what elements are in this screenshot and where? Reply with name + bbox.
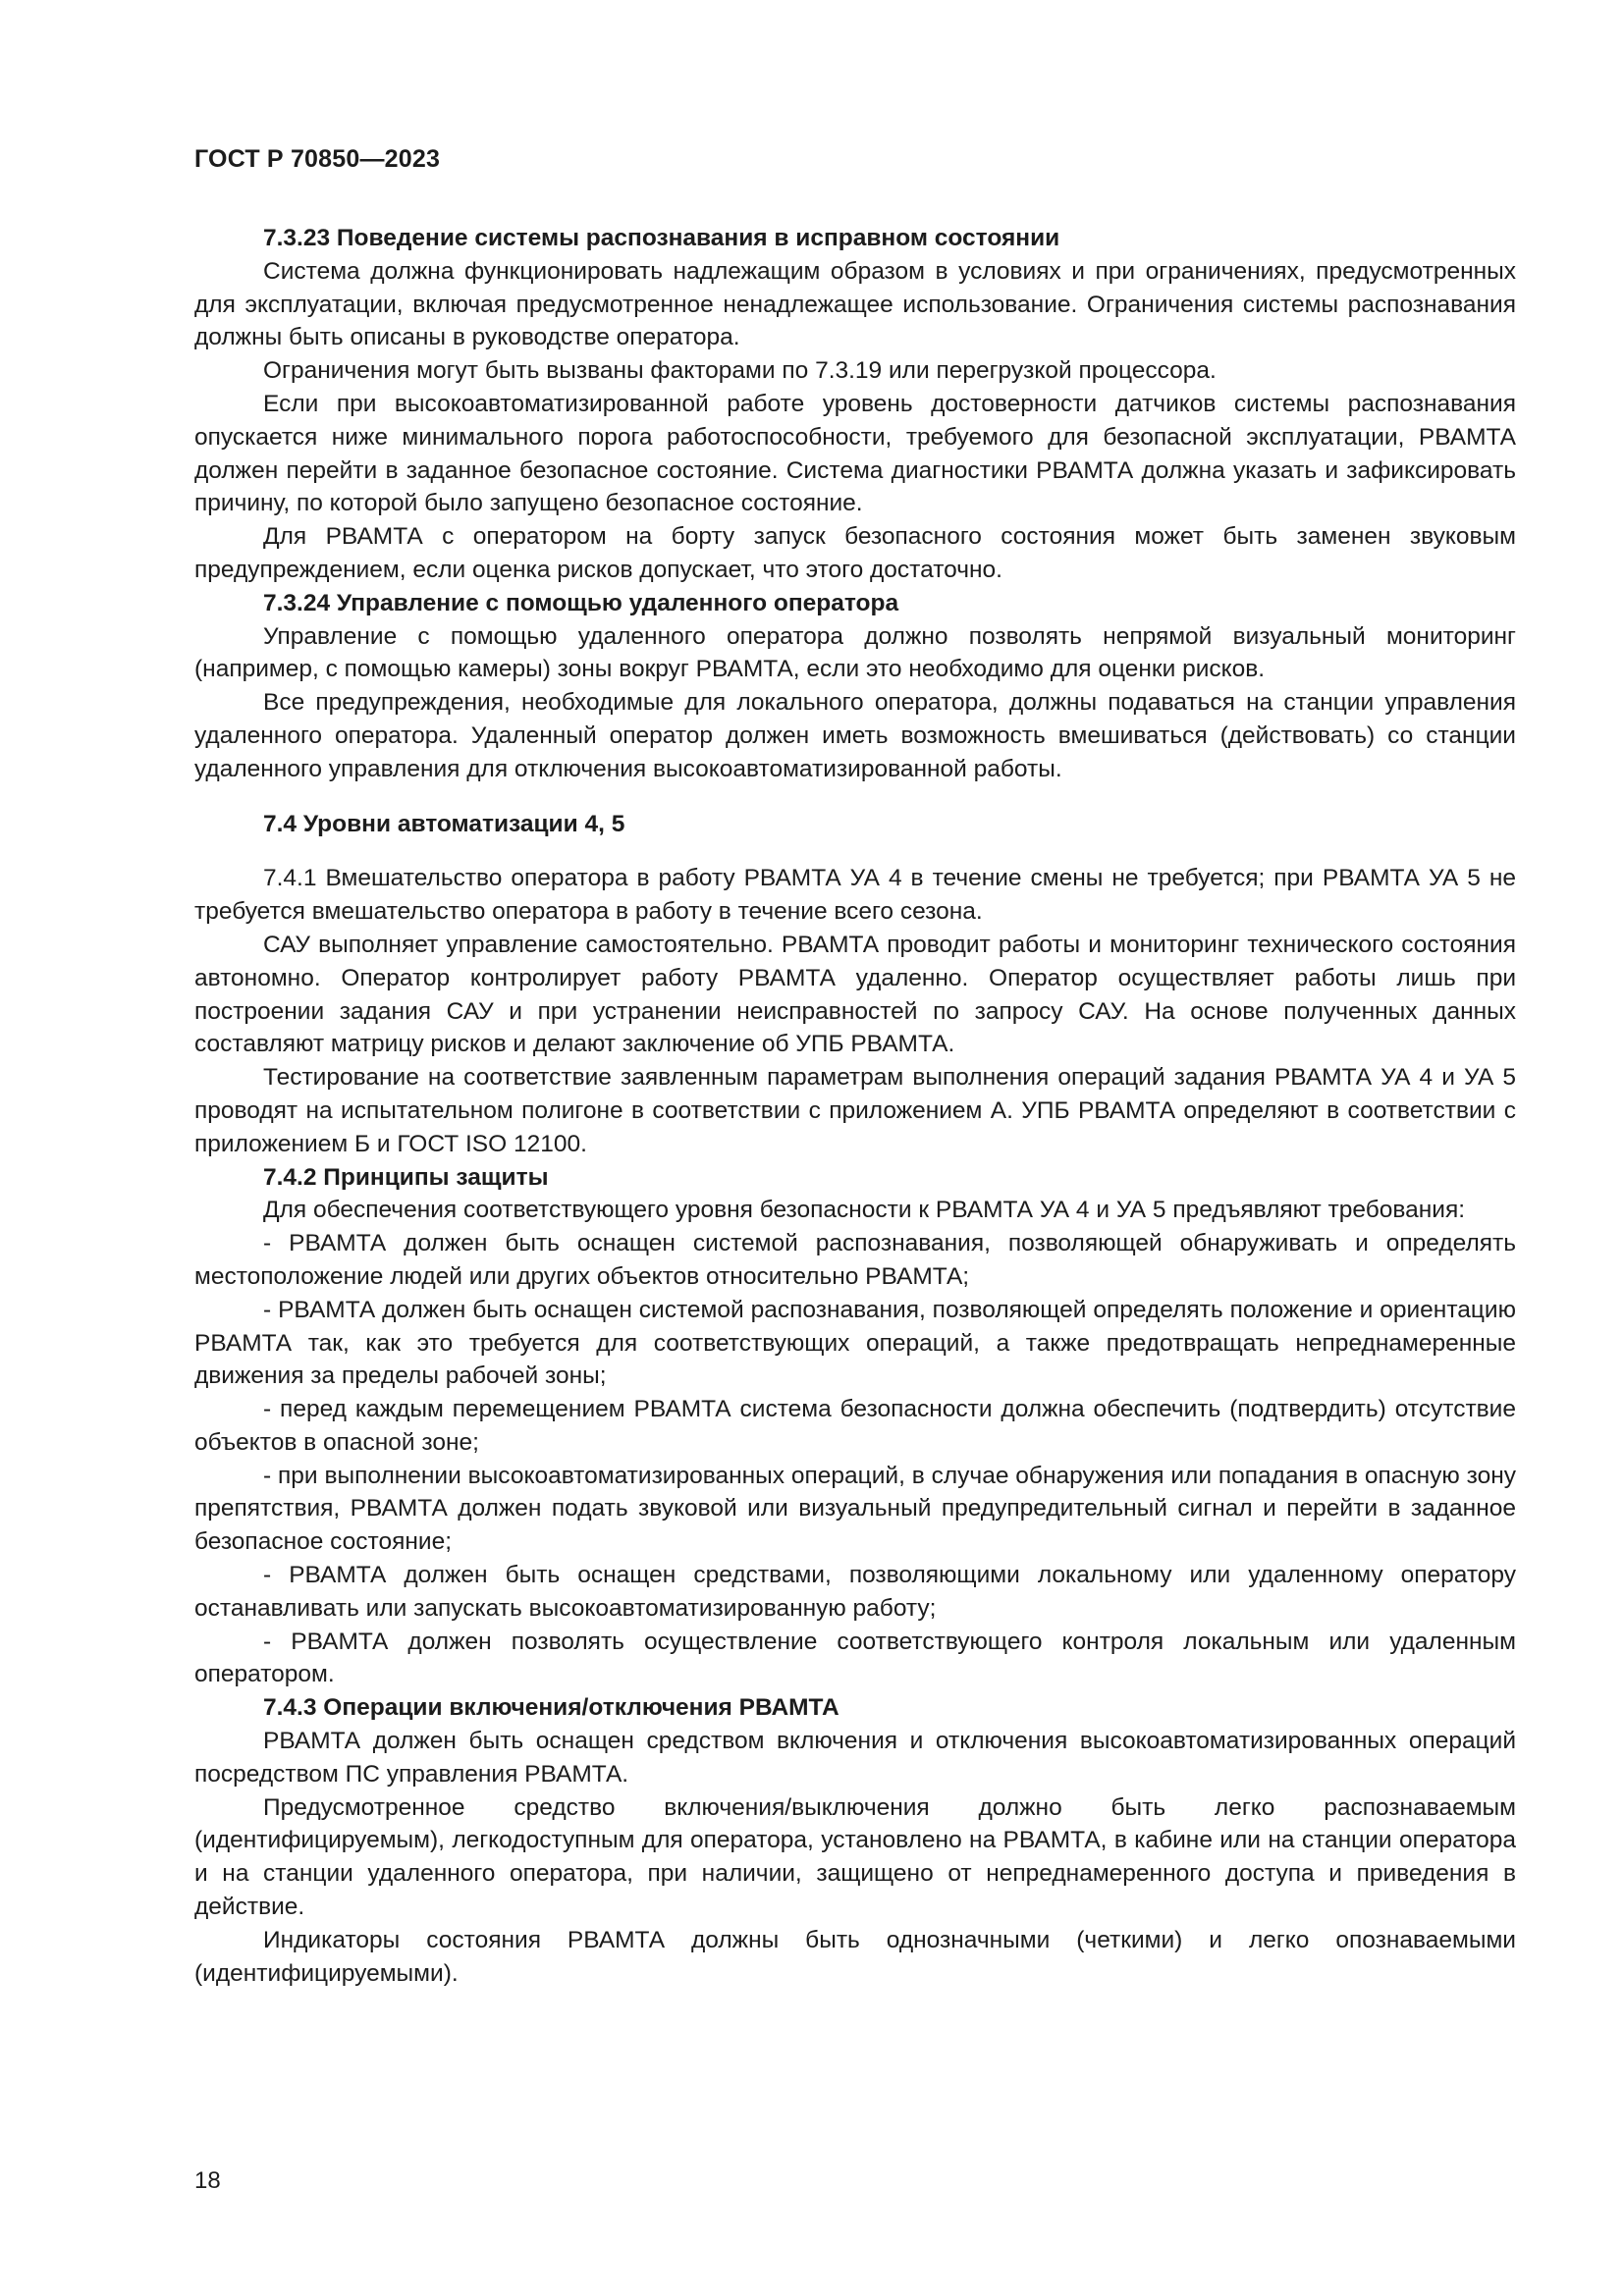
paragraph: Все предупреждения, необходимые для локального оператора, должны подаваться на станции управления удаленного оператора. Удаленный оператор должен иметь возможность вмешиваться (действовать) со станции удаленного управления для отключения высокоавтоматизированной работы. <box>194 689 1516 782</box>
paragraph: САУ выполняет управление самостоятельно. РВАМТА проводит работы и мониторинг технического состояния автономно. Оператор контролирует работу РВАМТА удаленно. Оператор осуществляет работы лишь при построении задания САУ и при устранении неисправностей по запросу САУ. На основе полученных данных составляют матрицу рисков и делают заключение об УПБ РВАМТА. <box>194 931 1516 1058</box>
section-heading-7-4-2: 7.4.2 Принципы защиты <box>263 1163 549 1191</box>
list-item: - перед каждым перемещением РВАМТА система безопасности должна обеспечить (подтвердить) отсутствие объектов в опасной зоне; <box>194 1396 1516 1456</box>
paragraph: Индикаторы состояния РВАМТА должны быть однозначными (четкими) и легко опознаваемыми (идентифицируемыми). <box>194 1926 1516 1987</box>
section-heading-7-4-3: 7.4.3 Операции включения/отключения РВАМТА <box>263 1694 839 1722</box>
section-heading-7-3-24: 7.3.24 Управление с помощью удаленного оператора <box>263 589 899 616</box>
page-number: 18 <box>194 2167 221 2194</box>
paragraph: Для РВАМТА с оператором на борту запуск безопасного состояния может быть заменен звуковым предупреждением, если оценка рисков допускает, что этого достаточно. <box>194 523 1516 583</box>
paragraph: РВАМТА должен быть оснащен средством включения и отключения высокоавтоматизированных операций посредством ПС управления РВАМТА. <box>194 1728 1516 1788</box>
section-heading-7-3-23: 7.3.23 Поведение системы распознавания в исправном состоянии <box>263 225 1060 251</box>
section-heading-7-4: 7.4 Уровни автоматизации 4, 5 <box>263 810 625 837</box>
list-item: - РВАМТА должен быть оснащен средствами, позволяющими локальному или удаленному оператору останавливать или запускать высокоавтоматизированную работу; <box>194 1562 1516 1622</box>
list-item: - при выполнении высокоавтоматизированных операций, в случае обнаружения или попадания в опасную зону препятствия, РВАМТА должен подать звуковой или визуальный предупредительный сигнал и перейти в заданное безопасное состояние; <box>194 1462 1516 1556</box>
paragraph: 7.4.1 Вмешательство оператора в работу РВАМТА УА 4 в течение смены не требуется; при РВАМТА УА 5 не требуется вмешательство оператора в работу в течение всего сезона. <box>194 865 1516 926</box>
paragraph: Предусмотренное средство включения/выключения должно быть легко распознаваемым (идентифицируемым), легкодоступным для оператора, установлено на РВАМТА, в кабине или на станции оператора и на станции удаленного оператора, при наличии, защищено от непреднамеренного доступа и приведения в действие. <box>194 1793 1516 1921</box>
list-item: - РВАМТА должен быть оснащен системой распознавания, позволяющей обнаруживать и определять местоположение людей или других объектов относительно РВАМТА; <box>194 1230 1516 1290</box>
paragraph: Для обеспечения соответствующего уровня безопасности к РВАМТА УА 4 и УА 5 предъявляют требования: <box>263 1197 1466 1224</box>
paragraph: Тестирование на соответствие заявленным параметрам выполнения операций задания РВАМТА УА 4 и УА 5 проводят на испытательном полигоне в соответствии с приложением А. УПБ РВАМТА определяют в соответствии с приложением Б и ГОСТ ISO 12100. <box>194 1064 1516 1157</box>
paragraph: Ограничения могут быть вызваны факторами по 7.3.19 или перегрузкой процессора. <box>263 357 1217 385</box>
document-body <box>194 222 1516 1990</box>
paragraph: Управление с помощью удаленного оператора должно позволять непрямой визуальный мониторинг (например, с помощью камеры) зоны вокруг РВАМТА, если это необходимо для оценки рисков. <box>194 622 1516 683</box>
list-item: - РВАМТА должен быть оснащен системой распознавания, позволяющей определять положение и ориентацию РВАМТА так, как это требуется для соответствующих операций, а также предотвращать непреднамеренные движения за пределы рабочей зоны; <box>194 1296 1516 1390</box>
document-code-header: ГОСТ Р 70850—2023 <box>194 145 441 173</box>
paragraph: Если при высокоавтоматизированной работе уровень достоверности датчиков системы распознавания опускается ниже минимального порога работоспособности, требуемого для безопасной эксплуатации, РВАМТА должен перейти в заданное безопасное состояние. Система диагностики РВАМТА должна указать и зафиксировать причину, по которой было запущено безопасное состояние. <box>194 390 1516 517</box>
paragraph: Система должна функционировать надлежащим образом в условиях и при ограничениях, предусмотренных для эксплуатации, включая предусмотренное ненадлежащее использование. Ограничения системы распознавания должны быть описаны в руководстве оператора. <box>194 257 1516 351</box>
list-item: - РВАМТА должен позволять осуществление соответствующего контроля локальным или удаленным оператором. <box>194 1628 1516 1688</box>
